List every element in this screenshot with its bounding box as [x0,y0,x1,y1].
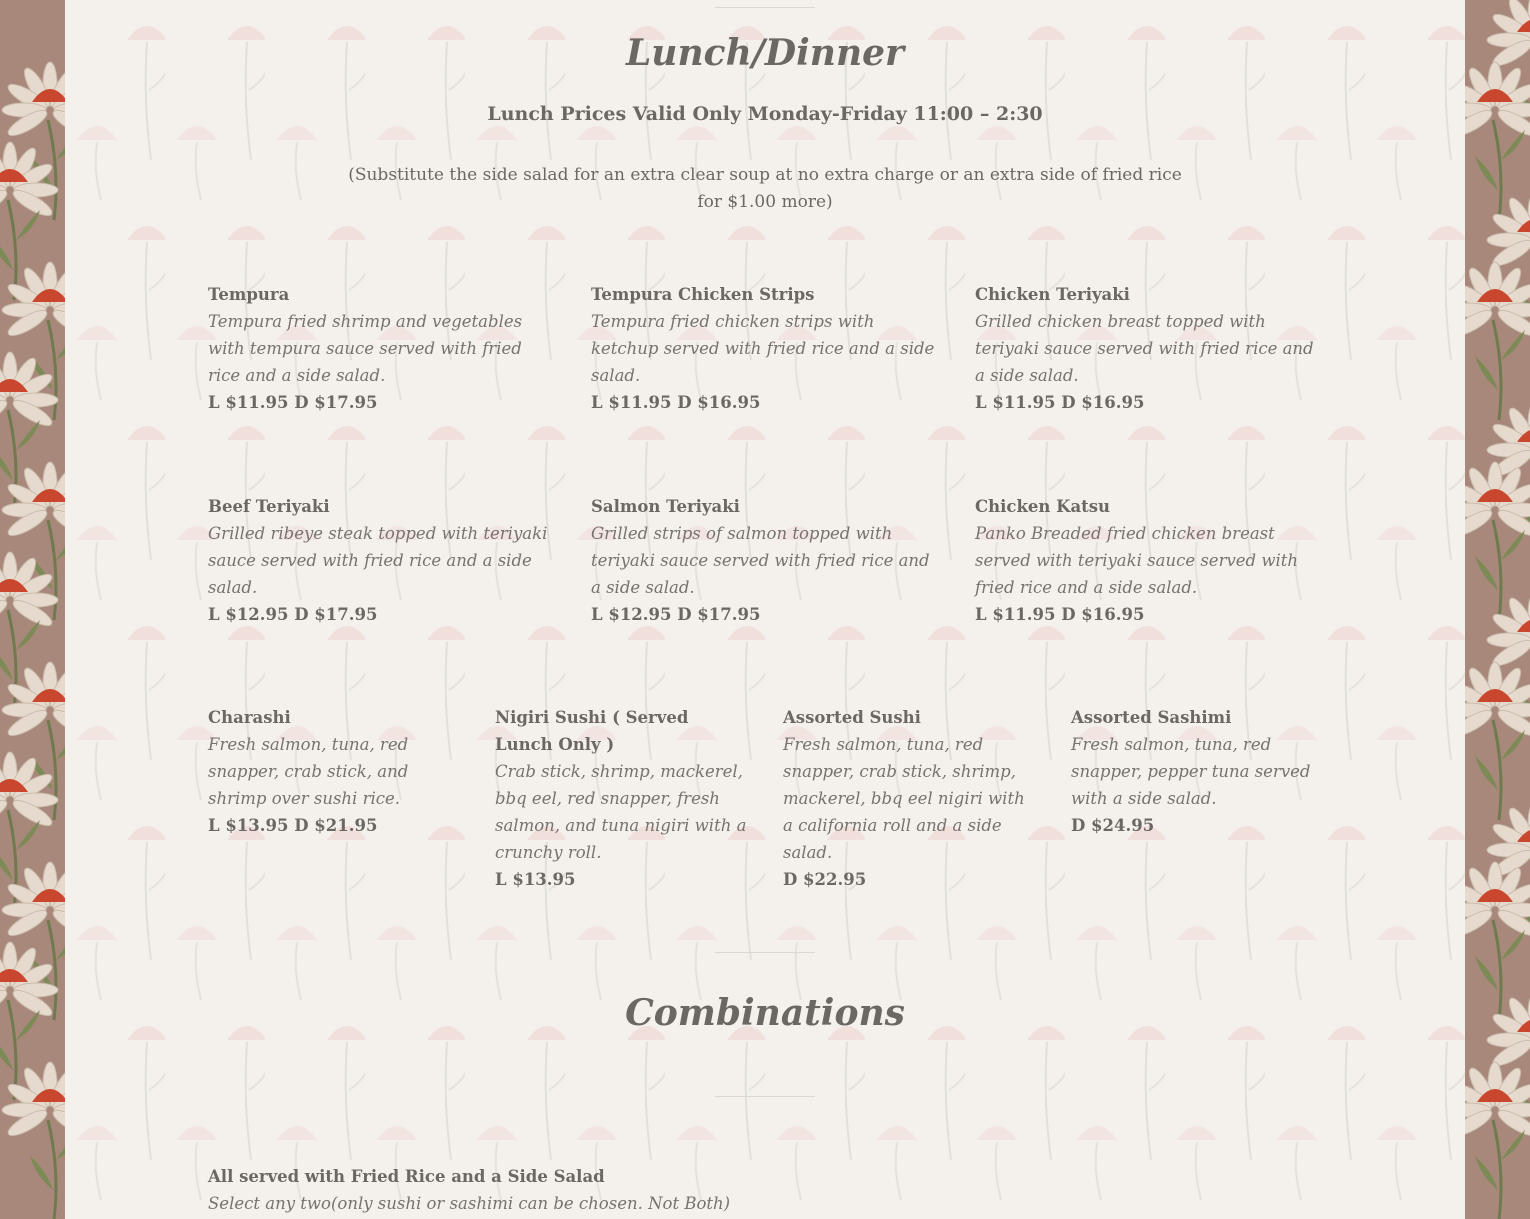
menu-item [591,281,941,416]
floral-pattern-icon [1465,0,1530,1219]
menu-item-price: L $12.95 D $17.95 [591,605,761,624]
divider [715,1096,815,1097]
section-title-combinations: Combinations [625,992,905,1034]
menu-item-description: Fresh salmon, tuna, red snapper, crab stick, and shrimp over sushi rice. [208,735,409,808]
menu-item-price: L $11.95 D $16.95 [591,393,761,412]
menu-panel [65,0,1465,1219]
menu-item-price: L $13.95 D $21.95 [208,816,378,835]
menu-item-price: L $11.95 D $16.95 [975,393,1145,412]
menu-item [783,704,1038,893]
combinations-description: Select any two(only sushi or sashimi can be chosen. Not Both) [208,1194,731,1213]
menu-item [208,281,558,416]
menu-item-name: Assorted Sushi [783,708,921,727]
menu-item [975,493,1325,628]
menu-item-description: Grilled chicken breast topped with teriyaki sauce served with fried rice and a side salad. [975,312,1314,385]
menu-item-description: Tempura fried shrimp and vegetables with tempura sauce served with fried rice and a side salad. [208,312,523,385]
divider [715,7,815,8]
menu-item-name: Salmon Teriyaki [591,497,740,516]
menu-item-name: Tempura Chicken Strips [591,285,815,304]
floral-pattern-icon [0,0,65,1219]
substitution-note: (Substitute the side salad for an extra clear soup at no extra charge or an extra side of fried rice for $1.00 more) [348,165,1182,212]
menu-item-name: Chicken Katsu [975,497,1111,516]
menu-item-name: Tempura [208,285,290,304]
menu-item-price: L $11.95 D $17.95 [208,393,378,412]
menu-item-price: D $24.95 [1071,816,1155,835]
menu-item [591,493,941,628]
menu-item-price: L $13.95 [495,870,576,889]
menu-item-description: Grilled strips of salmon topped with teriyaki sauce served with fried rice and a side salad. [591,524,930,597]
section-title-lunch-dinner: Lunch/Dinner [625,32,904,74]
menu-item-name: Charashi [208,708,291,727]
menu-item-price: L $11.95 D $16.95 [975,605,1145,624]
menu-item-description: Grilled ribeye steak topped with teriyaki sauce served with fried rice and a side salad. [208,524,548,597]
menu-item-description: Panko Breaded fried chicken breast served with teriyaki sauce served with fried rice and a side salad. [975,524,1299,597]
menu-item-description: Tempura fried chicken strips with ketchup served with fried rice and a side salad. [591,312,935,385]
menu-item-description: Fresh salmon, tuna, red snapper, pepper tuna served with a side salad. [1071,735,1311,808]
menu-item-name: Assorted Sashimi [1071,708,1232,727]
combinations-heading: All served with Fried Rice and a Side Salad [208,1167,605,1186]
menu-item [1071,704,1326,839]
menu-content [65,0,1465,1219]
divider [715,952,815,953]
menu-item-name: Nigiri Sushi ( Served Lunch Only ) [495,708,689,754]
menu-item [208,704,463,839]
lunch-hours-subtitle: Lunch Prices Valid Only Monday-Friday 11:00 – 2:30 [487,103,1043,125]
menu-item [975,281,1325,416]
floral-border-left [0,0,65,1219]
floral-border-right [1465,0,1530,1219]
menu-item-price: D $22.95 [783,870,867,889]
menu-item-name: Beef Teriyaki [208,497,330,516]
menu-item-name: Chicken Teriyaki [975,285,1130,304]
combinations-info [208,1163,1008,1217]
menu-item [495,704,750,893]
menu-item-description: Crab stick, shrimp, mackerel, bbq eel, red snapper, fresh salmon, and tuna nigiri with a crunchy roll. [495,762,747,862]
menu-item-price: L $12.95 D $17.95 [208,605,378,624]
menu-item-description: Fresh salmon, tuna, red snapper, crab stick, shrimp, mackerel, bbq eel nigiri with a california roll and a side salad. [783,735,1025,862]
menu-item [208,493,558,628]
